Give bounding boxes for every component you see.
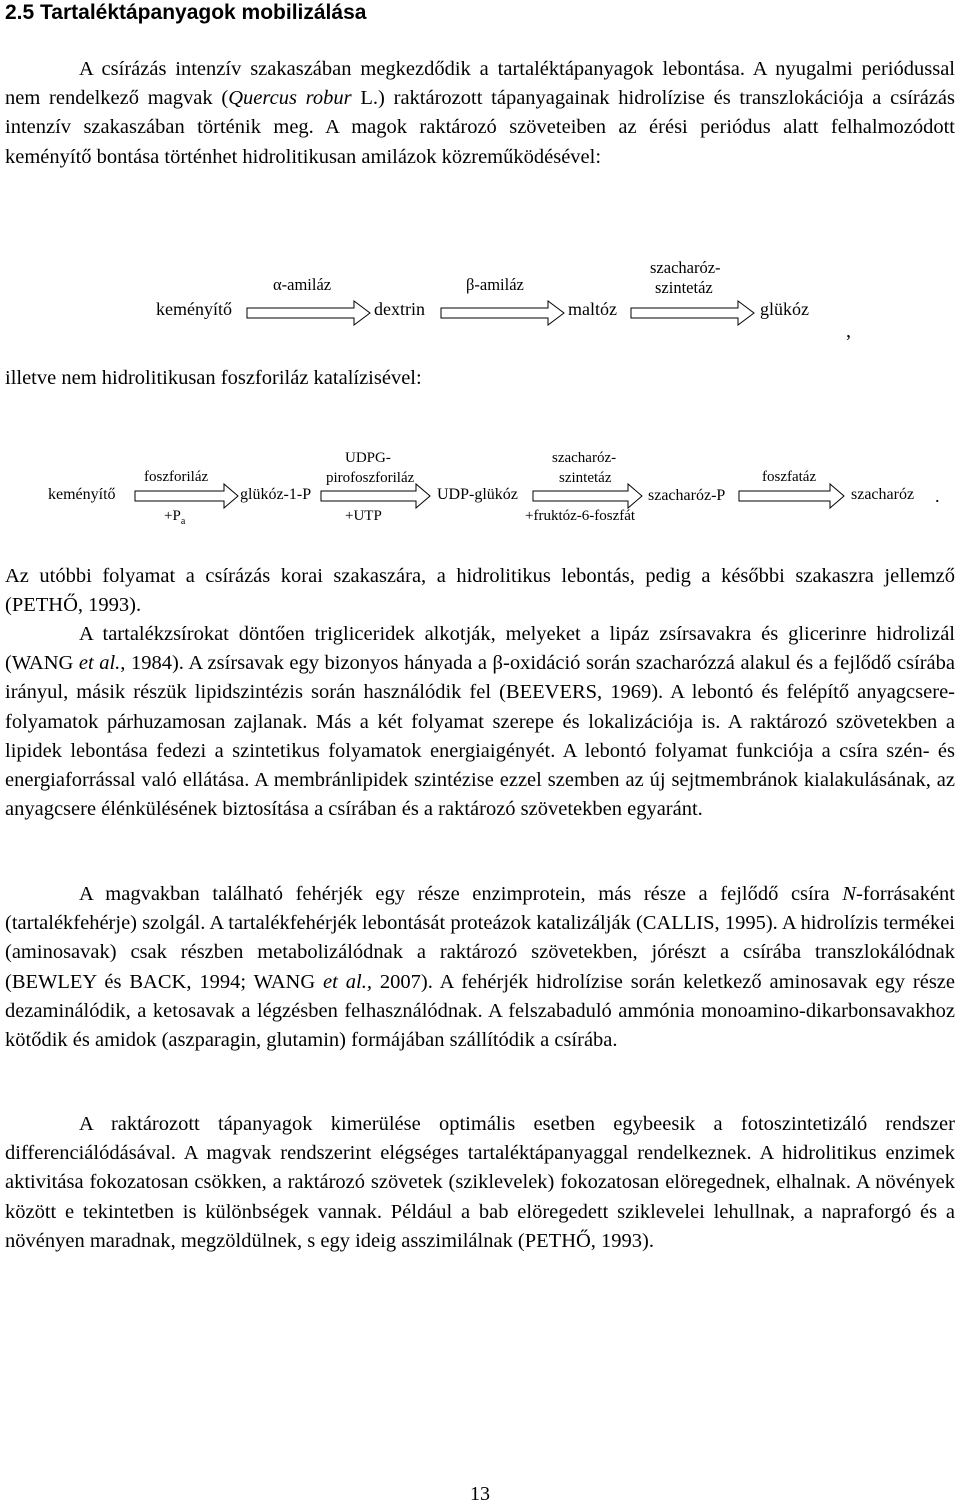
node-starch-2: keményítő (48, 486, 116, 503)
cofactor-utp: +UTP (345, 508, 382, 524)
intro-paragraph (5, 55, 955, 172)
enzyme-sucrose-synthase-line2: szintetáz (655, 278, 713, 297)
arrow-p2-icon (320, 482, 432, 510)
node-dextrin: dextrin (374, 299, 425, 319)
node-starch: keményítő (156, 299, 232, 319)
paragraph-4: A magvakban található fehérjék egy része enzimprotein, más része a fejlődő csíra N-forrásaként (tartalékfehérje) szolgál. A tartalékfehérjék lebontását proteázok katalizálják (CALLIS, 1995). A hidrolízis termékei (aminosavak) csak részben metabolizálódnak a raktározó szövetekben, jórészt a csírába transzlokálódnak (BEWLEY és BACK, 1994; WANG et al., 2007). A fehérjék hidrolízise során keletkező aminosavak egy része dezaminálódik, a ketosavak a légzésben felhasználódnak. A felszabaduló ammónia monoamino-dikarbonsavakhoz kötődik és amidok (aszparagin, glutamin) formájában szállítódik a csírába. (5, 883, 955, 1052)
between-text: illetve nem hidrolitikusan foszforiláz katalízisével: (5, 367, 422, 389)
enzyme-alpha-amylase: α-amiláz (273, 275, 332, 294)
page-number: 13 (470, 1483, 490, 1505)
node-glucose-1-p: glükóz-1-P (240, 486, 312, 503)
node-udp-glucose: UDP-glükóz (437, 486, 518, 503)
phosphorolytic-pathway-diagram (0, 440, 960, 540)
enzyme-phosphatase: foszfatáz (762, 469, 817, 485)
arrow-1-icon (246, 298, 372, 328)
intro-species-name: Quercus robur (228, 87, 352, 110)
intro-text-c: A magok raktározó szöveteiben az érési periódus alatt felhalmozódott keményítő bontása történhet hidrolitikusan amilázok közreműködésével: (5, 116, 955, 168)
paragraph-3: A tartalékzsírokat döntően trigliceridek alkotják, melyeket a lipáz zsírsavakra és glicerinre hidrolizál (WANG et al., 1984). A zsírsavak egy bizonyos hányada a β-oxidáció során szacharózzá alakul és a fejlődő csírába irányul, másik részük lipidszintézis során használódik fel (BEEVERS, 1969). A lebontó és felépítő anyagcsere-folyamatok párhuzamosan zajlanak. Más a két folyamat szerepe és lokalizációja is. A raktározó szövetekben a lipidek lebontása fedezi a szintetikus folyamatok energiaigényét. A lebontó folyamat funkciója a csíra szén- és energiaforrással való ellátása. A membránlipidek szintézise ezzel szemben az új sejtmembránok kialakulásának, az anyagcsere élénkülésének biztosítása a csírában és a raktározó szövetekben egyaránt. (5, 623, 955, 821)
enzyme-sucrose-synthase-line2: szintetáz (559, 470, 612, 486)
enzyme-sucrose-synthase-line1: szacharóz- (650, 258, 721, 277)
diagram2-trailing-period: . (935, 486, 940, 506)
paragraph-5: A raktározott tápanyagok kimerülése optimális esetben egybeesik a fotoszintetizáló rendszer differenciálódásával. A magvak rendszerint elégséges tartaléktápanyaggal rendelkeznek. A hidrolitikus enzimek aktivitása fokozatosan csökken, a raktározó szövetek (sziklevelek) fokozatosan elöregednek, elhalnak. A növények között e tekintetben is különbségek vannak. Például a bab elöregedett sziklevelei lehullnak, a napraforgó és a növényen maradnak, megzöldülnek, s egy ideig asszimilálnak (PETHŐ, 1993). (5, 1113, 955, 1252)
node-sucrose: szacharóz (851, 486, 915, 503)
intro-text-a: A csírázás intenzív szakaszában megkezdődik a tartaléktápanyagok lebontása. A nyugalmi periódussal nem rendelkező magvak ( (5, 58, 955, 110)
enzyme-udpg-ppase-line2: pirofoszforiláz (326, 470, 415, 486)
section-heading: 2.5 Tartaléktápanyagok mobilizálása (5, 1, 367, 24)
arrow-2-icon (440, 298, 566, 328)
enzyme-beta-amylase: β-amiláz (466, 275, 524, 294)
diagram1-trailing-comma: , (846, 320, 851, 342)
arrow-p3-icon (532, 482, 644, 510)
intro-text-b: L.) raktározott tápanyagainak hidrolízise és transzlokációja a csírázás intenzív szakaszában történik meg. (5, 87, 955, 139)
arrow-p4-icon (738, 482, 846, 510)
enzyme-sucrose-synthase-line1: szacharóz- (552, 450, 617, 466)
enzyme-udpg-ppase-line1: UDPG- (345, 450, 391, 466)
hydrolytic-pathway-diagram (0, 250, 960, 350)
arrow-p1-icon (134, 482, 240, 510)
arrow-3-icon (630, 298, 756, 328)
node-glucose: glükóz (760, 299, 809, 319)
node-sucrose-p: szacharóz-P (648, 487, 726, 504)
cofactor-fructose-6-phosphate: +fruktóz-6-foszfát (525, 508, 636, 524)
enzyme-phosphorylase: foszforiláz (144, 469, 209, 485)
paragraph-2: Az utóbbi folyamat a csírázás korai szakaszára, a hidrolitikus lebontás, pedig a későbbi szakaszra jellemző (PETHŐ, 1993). (5, 565, 955, 617)
node-maltose: maltóz (568, 299, 617, 319)
cofactor-phosphate: $+P_a$ (164, 508, 186, 527)
